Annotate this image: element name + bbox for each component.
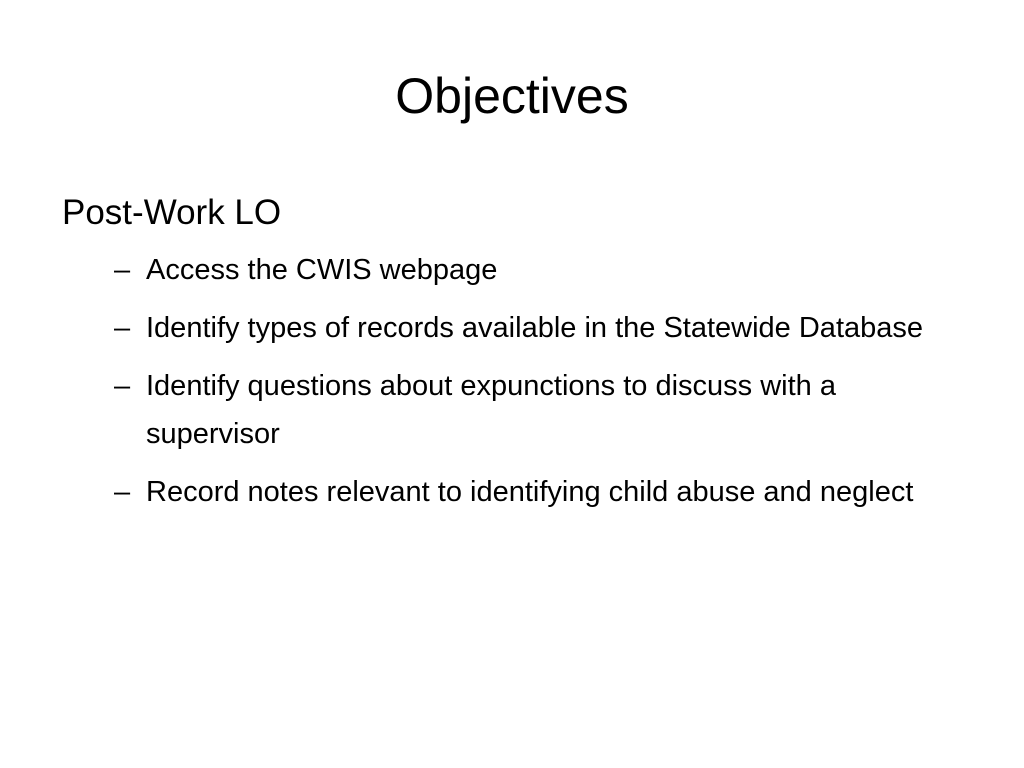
- list-item: [62, 362, 972, 458]
- objectives-list: [62, 246, 972, 516]
- dash-bullet: –: [114, 370, 131, 402]
- list-item-text: Record notes relevant to identifying child abuse and neglect: [146, 476, 914, 508]
- slide-title: Objectives: [395, 68, 629, 124]
- list-item: [62, 304, 972, 352]
- section-heading: Post-Work LO: [62, 193, 282, 232]
- slide-body: [62, 190, 972, 526]
- list-item: [62, 468, 972, 516]
- list-item-text: Identify types of records available in the Statewide Database: [146, 312, 924, 344]
- list-item-text: Access the CWIS webpage: [146, 254, 498, 286]
- dash-bullet: –: [114, 254, 131, 286]
- dash-bullet: –: [114, 476, 131, 508]
- list-item: [62, 246, 972, 294]
- list-item-text: Identify questions about expunctions to discuss with a supervisor: [146, 370, 836, 450]
- dash-bullet: –: [114, 312, 131, 344]
